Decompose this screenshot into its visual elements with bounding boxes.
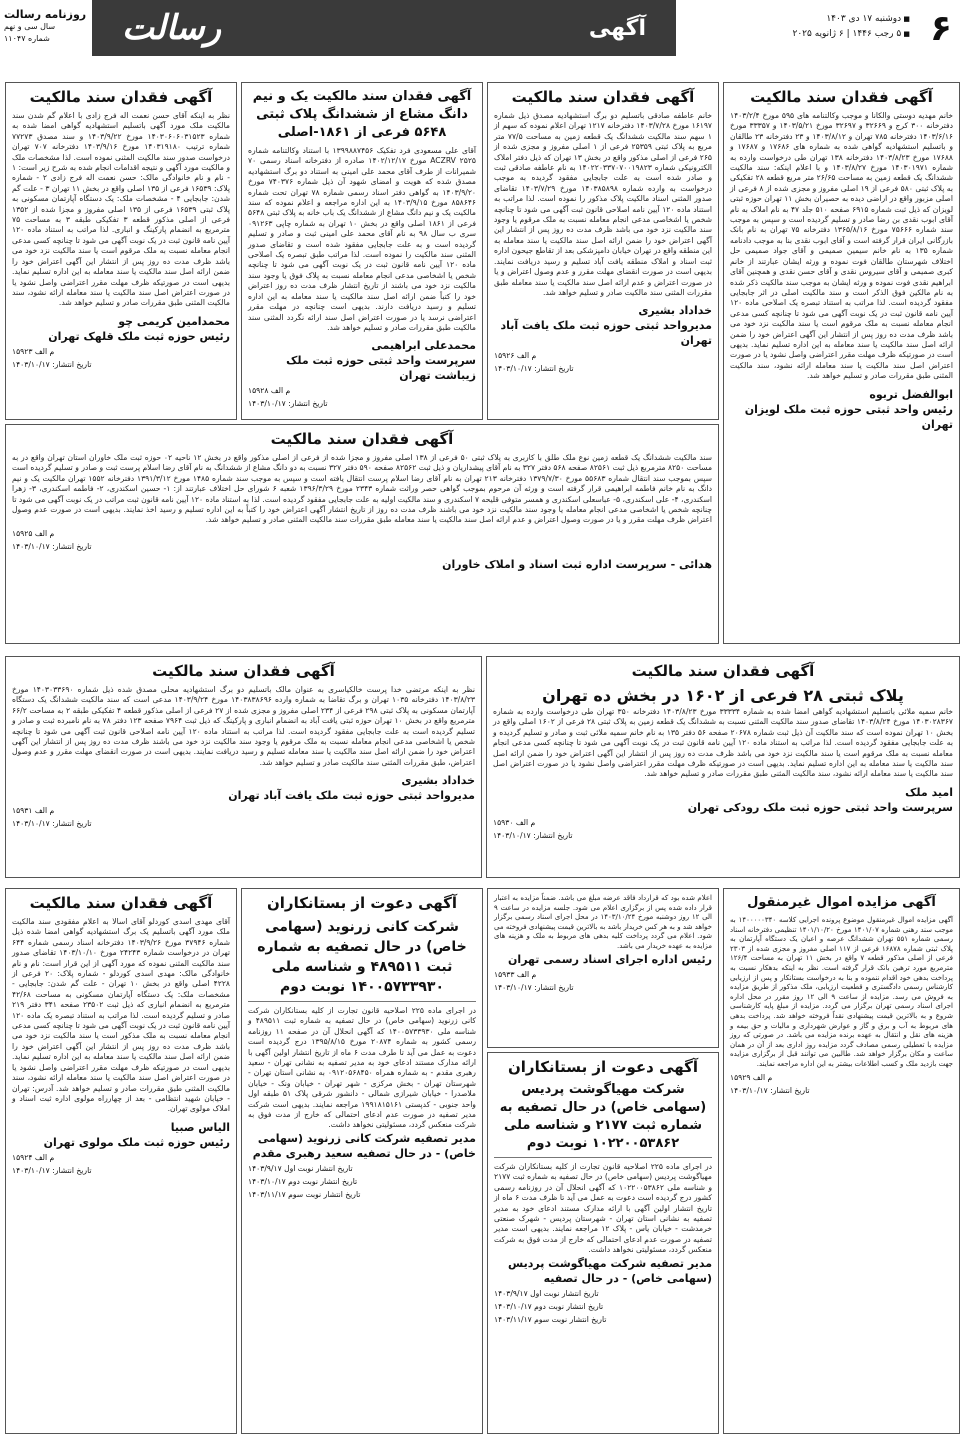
ad-signer-title: رئیس حوزه ثبت ملک قلهک تهران	[48, 329, 230, 343]
date-line-2: ■ ۵ رجب ۱۴۴۶ | ۶ ژانویه ۲۰۲۵	[682, 27, 910, 42]
section-band	[92, 0, 676, 56]
ad-date: تاریخ انتشار: ۱۴۰۳/۱۰/۱۷	[493, 830, 573, 840]
ad-signer-name: هدائی - سرپرست اداره ثبت اسناد و املاک خاوران	[442, 557, 712, 571]
ad-body: خانم عاطفه صادقی باتسلیم دو برگ استشهادیه مصدق ذیل شماره ۱۶۱۹۷ مورخ ۱۴۰۳/۷/۲۸ دفترخانه ۱۲۱۷ تهران اعلام نموده که سهم از ۱ سهم سند مالکیت ششدانگ یک قطعه زمین به مساحت ۷۷/۵ متر مربع به پلاک ثبتی ۲۵۳۵۹ فرعی از ۱ اصلی مفروز و مجزی شده از ۲۶۵ فرعی از اصلی مذکور واقع در بخش ۱۳ تهران که ذیل دفتر املاک الکترونیکی شماره ۱۴۰۲۲۰۳۳۷۰۷۰۰۱۹۸۲۳ به نام عاطفه صادقی ثبت و صادر شده است به علت جابجایی مفقود گردیده به موجب درخواست به وارده شماره ۱۴۰۳۸۵۸۹۸ مورخ ۱۴۰۳/۷/۲۹ تقاضای صدور المثنی اسناد مالکیت پلاک مذکور را نموده است. لذا مراتب به استناد ماده ۱۲۰ آیین نامه اصلاحی قانون ثبت آگهی می شود تا چنانچه شخص یا اشخاصی مدعی انجام معامله نسبت به ملک مرقوم یا وجود سند مالکیت نزد خود می باشد ظرف مدت ده روز پس از انتشار این آگهی اعتراض خود را ضمن ارائه اصل سند مالکیت یا سند معامله به این منطقه واقع در تهران خیابان دامپزشکی بعد از تقاطع جیحون اداره ثبت اسناد و املاک منطقه یافت آباد تسلیم و رسید دریافت نمایند. بدیهی است در صورت انقضای مهلت مقرر و عدم وصول اعتراض و یا در صورت اعتراض و عدم ارائه اصل سند مالکیت یا سند معامله طبق مقررات المثنی سند مالکیت صادر و تسلیم خواهد شد.	[494, 111, 713, 297]
page-number: ۶	[916, 0, 966, 56]
divider	[248, 1001, 476, 1002]
ad-signer-name: محمدامین کریمی چو	[118, 314, 230, 328]
ad-body: در اجرای ماده ۲۲۵ اصلاحیه قانون تجارت از کلیه بستانکاران شرکت کانی زرنوید (سهامی خاص) در حال تصفیه به شماره ثبت ۴۸۹۵۱۱ و شناسه ملی ۱۴۰۰۵۷۳۳۹۳۰ که آگهی انحلال آن در صفحه ۱۱ روزنامه رسمی کشور به شماره ۲۰۸۷۴ مورخ ۱۳۹۵/۸/۱۵ درج گردیده است دعوت به عمل می آید تا طرف مدت ۶ ماه از تاریخ انتشار اولین آگهی با ارائه مدارک مستند ادعای خود به مدیر تصفیه به نشانی تهران - سعید رهبری مقدم - به شماره همراه ۰۹۱۲۰۵۶۸۴۵۰ به نشانی استان تهران - شهرستان تهران - بخش مرکزی - شهر تهران - خیابان ونک - خیابان ملاصدرا - خیابان شیرازی شمالی - دانشور شرقی پلاک ۵۱ طبقه اول واحد جنوبی - کدپستی ۱۹۹۱۸۱۵۱۶۱ مراجعه نمایند. بدیهی است شرکت مدیر تصفیه در صورت عدم ادعای احتمالی که خارج از مدت فوق به شرکت منعکس گردد، مسئولیتی نخواهد داشت.	[248, 1006, 477, 1130]
ad-title: آگهی فقدان سند مالکیت	[270, 430, 454, 448]
ad-body: در اجرای ماده ۲۲۵ اصلاحیه قانون تجارت از کلیه بستانکاران شرکت مهیاگوشت پردیس (سهامی خاص) در حال تصفیه به شماره ثبت ۲۱۷۷ و شناسه ملی ۱۰۲۲۰۰۵۳۸۶۲ که آگهی انحلال آن در روزنامه رسمی کشور درج گردیده است دعوت به عمل می آید تا ظرف مدت ۶ ماه از تاریخ انتشار اولین آگهی با ارائه مدارک مستند ادعای خود به مدیر تصفیه به نشانی استان تهران - شهرستان پردیس - شهرک صنعتی خرمدشت - خیابان یاس - پلاک ۱۲ مراجعه نمایند. بدیهی است مدیر تصفیه در صورت عدم ادعای احتمالی که خارج از مدت فوق به شرکت منعکس گردد، مسئولیتی نخواهد داشت.	[494, 1162, 712, 1255]
ad-date: تاریخ انتشار: ۱۴۰۳/۱۰/۱۷	[12, 541, 92, 551]
ad-ref: م الف ۱۵۹۳۱	[12, 806, 55, 816]
ad-ref: م الف ۱۵۹۲۸	[248, 386, 291, 396]
ad-lost-deed-khavaran	[5, 424, 719, 644]
ad-creditors-mahyagosht	[487, 1052, 719, 1434]
ad-signer-title: سرپرست واحد ثبتی حوزه ثبت ملک زیباشت تهران	[286, 354, 476, 383]
ad-ref: م الف ۱۵۹۳۳	[494, 969, 537, 979]
ad-body: آقای مهدی اسدی کوردلو آقای اسالا به اعلام مفقودی سند مالکیت ملک مورد آگهی باتسلیم یک برگ استشهادیه گواهی امضا شده ذیل شماره ۳۷۹۴۶ مورخ ۱۴۰۳/۹/۲۶ دفترخانه اسناد رسمی شماره ۶۴۴ تهران در درخواست شماره ۲۴۲۴۳ مورخ ۱۴۰۳/۱۰/۱۰ تقاضای صدور سند مالکیت المثنی نموده که مورد آگهی از این قرار است: نام و نام خانوادگی مالک: مهدی اسدی کوردلو - شماره پلاک: ۲۰ فرعی از ۴۲۲۸ اصلی واقع در بخش ۱۰ تهران - علت گم شدن: جابجایی - مشخصات ملک: یک دستگاه آپارتمان مسکونی به مساحت ۴۲/۶۸ مترمربع به انضمام انباری که ذیل ثبت ۲۳۵۰۲ صفحه ۳۴۱ دفتر ۲۱۹ صادر و تسلیم گردیده است. لذا مراتب به استناد تبصره یک ماده ۱۲۰ آیین نامه قانون ثبت در یک نوبت آگهی می شود تا چنانچه کسی مدعی انجام معامله نسبت به ملک مذکور است یا سند مالکیت نزد خود می باشد ظرف مدت ده روز پس از انتشار این آگهی اعتراض خود را ضمن ارائه اصل سند مالکیت یا سند معامله به این اداره تسلیم نماید. بدیهی است در صورتیکه ظرف مهلت مقرر اعتراضی واصل نشود یا در صورت اعتراض اصل سند مالکیت یا سند معامله ارائه نشود، سند مالکیت المثنی طبق مقررات صادر و تسلیم خواهد شد. آدرس: تهران - خیابان شهید انتظامی - بعد از چهارراه مولوی اداره ثبت اسناد و املاک مولوی تهران.	[12, 917, 230, 1114]
ad-ref: م الف ۱۵۹۲۳	[12, 346, 55, 356]
ad-ref: م الف ۱۵۹۲۶	[494, 351, 537, 361]
divider	[494, 1157, 712, 1158]
ad-lost-deed-roudaki	[486, 656, 960, 878]
ad-signer-name: مدیر تصفیه شرکت کانی زرنوید (سهامی خاص) - در حال تصفیه سعید رهبری مقدم	[252, 1131, 476, 1160]
ad-signer-title: رئیس اداره اجرای اسناد رسمی تهران	[508, 952, 712, 966]
ad-title: آگهی فقدان سند مالکیت	[631, 662, 815, 680]
issue-block	[0, 0, 92, 56]
ad-ref: م الف ۱۵۹۲۵	[12, 528, 55, 538]
ad-signer-name: خداداد بشیری	[638, 304, 712, 318]
issue-logo: روزنامه رسالت	[4, 8, 87, 21]
ad-signer-name: محمدعلی ابراهیمی	[371, 339, 476, 353]
brand-logo: رسالت	[122, 8, 222, 48]
ad-signer-name: خداداد بشیری	[401, 774, 475, 788]
ad-date: تاریخ انتشار: ۱۴۰۳/۱۰/۱۷	[730, 1085, 810, 1095]
ad-date-1: تاریخ انتشار نوبت اول ۱۴۰۳/۹/۱۷	[494, 1288, 599, 1298]
ad-title: آگهی دعوت از بستانکاران	[266, 894, 458, 912]
ad-lost-deed-yaftabad	[487, 82, 719, 420]
ad-date: تاریخ انتشار: ۱۴۰۳/۱۰/۱۷	[494, 364, 574, 374]
ad-signer-title: مدیرواحد ثبتی حوزه ثبت ملک یافت آباد تهران	[228, 789, 475, 803]
ad-lost-deed-yaftabad-2	[5, 656, 482, 878]
issue-year: سال سی و نهم	[4, 22, 56, 31]
ad-date-2: تاریخ انتشار نوبت دوم ۱۴۰۳/۱۰/۱۷	[494, 1301, 604, 1311]
ad-auction-continued	[487, 888, 719, 1048]
ad-creditors-kanizarnavid	[241, 888, 483, 1434]
ad-signer-title: مدیرواحد ثبتی حوزه ثبت ملک یافت آباد تهران	[500, 319, 712, 348]
ad-title: آگهی فقدان سند مالکیت	[511, 88, 695, 106]
ad-signer-title: سرپرست واحد ثبتی حوزه ثبت ملک رودکی تهران	[687, 800, 953, 814]
section-title: آگهی	[588, 15, 646, 41]
ad-signer-name: مدیر تصفیه شرکت مهیاگوشت پردیس (سهامی خاص) - در حال تصفیه	[508, 1256, 712, 1285]
ad-body: سند مالکیت ششدانگ یک قطعه زمین نوع ملک طلق با کاربری به پلاک ثبتی ۵۰ فرعی از ۱۳۸ اصلی مفروز و مجزا شده از فرعی از اصلی مذکور واقع در بخش ۱۲ ناحیه ۰۲ حوزه ثبت ملک خاوران استان تهران واقع در به مساحت ۸۲۵۰ مترمربع ذیل ثبت ۸۲۵۶۱ صفحه ۵۶۸ دفتر ۳۲۷ به نام آقای پیشداریان و ذیل ثبت ۸۲۵۶۲ صفحه ۵۹۰ دفتر ۳۲۷ نسبت به دو دانگ مشاع از ششدانگ به نام آقای رضا اسلام پرست ثبت و صادر و تسلیم گردیده است سپس بموجب سند انتقال شماره ۵۵۶۸۳ مورخ ۱۳۷۹/۷/۳۰ دفترخانه ۲۱۳ تهران به نام آقای رضا اسلام پرست انتقال یافته است و سپس به موجب سند شماره ۱۴۸۵ مورخ ۱۳۹۱/۳/۱۲ دفترخانه ۱۵۵۲ تهران مالکیت یک و نیم دانگ به نام خانم فاطمه ابراهیمی قرار گرفته است و ورثه آن مرحوم بموجب گواهی حصر وراثت شماره ۲۳۴۳ مورخ ۱۳۹۶/۳/۲۹ شعبه ۶ شورای حل اختلاف عبارتند از: ۱- حسین اسکندری، ۲- فاطمه اسکندری، ۳- زهرا اسکندری، ۴- علی اسکندری، ۵- عباسعلی اسکندری و همسر متوفی قلیحه ۷ اسکندری و سند مالکیت اولیه به علت جابجایی مفقود گردیده است. لذا به استناد ماده ۱۲۰ آیین نامه قانون ثبت مراتب در یک نوبت آگهی می شود تا چنانچه شخص یا اشخاصی مدعی انجام معامله یا وجود سند مالکیت نزد خود می باشند ظرف مدت ده روز از تاریخ انتشار آگهی اعتراض خود را کتباً به این اداره تسلیم و رسید اخذ نمایند. بدیهی است در صورت عدم وصول اعتراض ظرف مهلت مقرر و یا در صورت وصول اعتراض و عدم ارائه اصل سند مالکیت یا سند معامله طبق مقررات سند مالکیت المثنی صادر و تسلیم خواهد شد.	[12, 453, 713, 525]
ad-date: تاریخ انتشار: ۱۴۰۳/۱۰/۱۷	[12, 1165, 92, 1175]
issue-number: شماره ۱۱۰۴۷	[4, 34, 50, 43]
ad-subtitle: پلاک ثبتی ۲۸ فرعی از ۱۶۰۲ در بخش ده تهران	[542, 686, 904, 705]
ad-ref: م الف ۱۵۹۳۰	[493, 817, 536, 827]
masthead	[0, 0, 966, 56]
ad-subtitle: شرکت کانی زرنوید (سهامی خاص) در حال تصفیه به شماره ثبت ۴۸۹۵۱۱ و شناسه ملی ۱۴۰۰۵۷۳۳۹۳۰ نوبت دوم	[257, 919, 467, 995]
ad-ref: م الف ۱۵۹۲۴	[12, 1152, 55, 1162]
ad-body: آگهی مزایده اموال غیرمنقول موضوع پرونده اجرایی کلاسه ۱۴۰۰۰۰۰۳۴۰ به موجب سند رهنی شماره ۱۴۰۱/۰۷ مورخ ۱۴۰۱/۱۰/۲۰ تنظیمی دفترخانه اسناد رسمی شماره ۵۵۱ تهران ششدانگ عرصه و اعیان یک دستگاه آپارتمان به پلاک ثبتی شماره ۱۶۸۷۸ فرعی از ۱۱۷ اصلی مفروز و مجزی شده از ۲۳۰۳ فرعی از اصلی مذکور قطعه ۷ واقع در بخش ۱۱ تهران به مساحت ۱۲۶/۴ مترمربع مورد ترهین بانک قرار گرفته است. نظر به اینکه بدهکار نسبت به پرداخت بدهی خود اقدام ننموده و بنا به درخواست بستانکار و پس از ارزیابی کارشناس رسمی دادگستری و قطعیت ارزیابی، ملک مذکور از طریق مزایده به فروش می رسد. مزایده از ساعت ۹ الی ۱۲ روز مقرر در محل اداره اجرای اسناد رسمی تهران برگزار می گردد. مزایده از مبلغ پایه کارشناسی شروع و به بالاترین قیمت پیشنهادی نقداً فروخته خواهد شد. پرداخت بدهی های مربوط به آب و برق و گاز و عوارض شهرداری و مالیات و حق بیمه و هزینه های نقل و انتقال به عهده برنده مزایده می باشد. در صورتی که روز مزایده با تعطیلی رسمی مصادف گردد مزایده روز اداری بعد از آن در همان ساعت و مکان برگزار خواهد شد. طالبین می توانند قبل از برگزاری مزایده جهت بازدید ملک و کسب اطلاعات بیشتر به این اداره مراجعه نمایند.	[730, 916, 953, 1068]
ad-body: آقای علی مسعودی فرد تفکیک ۱۳۹۹۸۸۷۴۵۶ با استناد وکالتنامه شماره ۲۵۲۵ ACZRV مورخ ۱۴۰۲/۱۲/۱۷ صادره از دفترخانه اسناد رسمی ۷۰ شمیرانات از طرف آقای محمد علی امینی به استناد دو برگ استشهادیه مصدق شده که هویت و امضای شهود آن ذیل شماره ۷۴۰۳۷۶ مورخ ۱۴۰۳/۹/۲۰ به گواهی دفتر اسناد رسمی شماره ۷۸ تهران تحت شماره ۸۵۸۶۴۶ مورخ ۱۴۰۳/۹/۱۵ به این اداره مراجعه و اعلام نموده که سند مالکیت یک و نیم دانگ مشاع از ششدانگ یک باب خانه به پلاک ثبتی ۵۶۴۸ فرعی از ۱۸۶۱ اصلی واقع در بخش ۱۰ تهران به شماره چاپی ۰۹۱۲۶۳ سری ب سال ۹۸ به نام آقای محمد علی امینی ثبت و صادر و تسلیم گردیده است و به علت جابجایی مفقود شده است و تقاضای صدور المثنی سند مالکیت را نموده است. لذا مراتب طبق تبصره یک اصلاحی ماده ۱۲۰ آیین نامه قانون ثبت در یک نوبت آگهی می شود تا چنانچه شخص یا اشخاصی مدعی انجام معامله نسبت به پلاک فوق یا وجود سند مالکیت نزد خود می باشند از تاریخ انتشار ظرف مدت ده روز اعتراض خود را کتباً ضمن ارائه اصل سند مالکیت یا سند معامله به این اداره تسلیم و رسید دریافت دارند. بدیهی است چنانچه در مهلت مقرر اعتراضی نرسد یا در صورت اعتراض اصل سند ارائه نگردد المثنی سند مالکیت طبق مقررات صادر و تسلیم خواهد شد.	[248, 146, 477, 332]
ad-body: نظر به اینکه آقای حسن نعمت اله فرج زادی با اعلام گم شدن سند مالکیت ملک مورد آگهی باتسلیم استشهادیه گواهی امضا شده به شماره ۱۴۰۳۰۶۰۶۰۳۱۵۲۳ مورخ ۱۴۰۳/۹/۲۲ و سند مصدق ۷۷۲۷۳ شماره ترتیب ۱۴۰۳۱۹۱۸۰ مورخ ۱۴۰۳/۹/۱۶ دفترخانه ۷۰۷ تهران درخواست صدور سند مالکیت المثنی نموده است. لذا مشخصات ملک و مالکیت مورد آگهی و نتیجه اقدامات انجام شده به شرح زیر است: ۱ - نام و نام خانوادگی مالک: حسن نعمت اله فرج زادی ۲ - شماره پلاک: ۱۶۵۳۹ فرعی از ۱۳۵ اصلی واقع در بخش ۱۱ تهران ۳ - علت گم شدن: جابجایی ۴ - مشخصات ملک: یک دستگاه آپارتمان مسکونی به پلاک ثبتی ۱۶۵۳۹ فرعی از ۱۳۵ اصلی مفروز و مجزا شده از ۱۳۵۲ فرعی از اصلی مذکور قطعه ۳ تفکیکی طبقه ۳ به مساحت ۷۵ مترمربع به انضمام پارکینگ و انباری. لذا مراتب به استناد ماده ۱۲۰ آیین نامه قانون ثبت در یک نوبت آگهی می شود تا چنانچه کسی مدعی انجام معامله نسبت به ملک مرقوم است یا سند مالکیت نزد خود می باشد ظرف مدت ده روز پس از انتشار این آگهی اعتراض خود را ضمن ارائه اصل سند مالکیت یا سند معامله به این اداره تسلیم نماید. بدیهی است در صورتیکه ظرف مهلت مقرر اعتراضی واصل نشود یا در صورت اعتراض اصل سند مالکیت یا سند معامله ارائه نشود، سند مالکیت المثنی طبق مقررات صادر و تسلیم خواهد شد.	[12, 111, 231, 308]
ad-title: آگهی فقدان سند مالکیت	[152, 662, 335, 680]
date-line-1: ■ دوشنبه ۱۷ دی ۱۴۰۳	[682, 12, 910, 27]
ad-auction-notice	[723, 888, 960, 1434]
ad-lost-deed-lavizan	[723, 82, 960, 644]
ad-signer-name: ابوالفضل تربوه	[869, 387, 953, 401]
ad-ref: م الف ۱۵۹۲۹	[730, 1072, 773, 1082]
date-block	[676, 0, 916, 56]
ad-lost-deed-gholhak	[5, 82, 237, 420]
ad-signer-title: رئیس واحد ثبتی حوزه ثبت ملک لویزان تهران	[744, 402, 953, 431]
ad-body: اعلام شده بود که قرارداد فاقد عرضه مبلغ می باشد. ضمناً مزایده به اعتبار قرار داده شده پس از برگزاری اعلام می شود. جلسه مزایده در ساعت ۹ الی ۱۲ روز دوشنبه مورخ ۱۴۰۳/۱۰/۲۴ در محل اجرای اسناد رسمی برگزار خواهد شد و به هر کس خریدار باشد به بالاترین قیمت پیشنهادی فروخته می شود. اعلام می گردد پرداخت کلیه بدهی های مربوط به ملک و هزینه های مزایده به عهده خریدار می باشد.	[494, 894, 712, 950]
ad-title: آگهی فقدان سند مالکیت یک و نیم دانگ مشاع از ششدانگ پلاک ثبتی ۵۶۴۸ فرعی از ۱۸۶۱-اصلی	[252, 89, 472, 140]
ad-date: تاریخ انتشار: ۱۴۰۳/۱۰/۱۷	[494, 982, 574, 992]
ad-date-2: تاریخ انتشار نوبت دوم ۱۴۰۳/۱۰/۱۷	[248, 1176, 358, 1186]
ad-date: تاریخ انتشار: ۱۴۰۳/۱۰/۱۷	[12, 819, 92, 829]
ad-title: آگهی مزایده اموال غیرمنقول	[747, 895, 936, 910]
ad-subtitle: شرکت مهیاگوشت پردیس (سهامی خاص) در حال تصفیه به شماره ثبت ۲۱۷۷ و شناسه ملی ۱۰۲۲۰۰۵۳۸۶۲ نوبت دوم	[499, 1082, 707, 1151]
ad-date-3: تاریخ انتشار نوبت سوم ۱۴۰۳/۱۱/۱۷	[248, 1189, 361, 1199]
ad-signer-title: رئیس حوزه ثبت ملک مولوی تهران	[43, 1135, 230, 1149]
ad-date-3: تاریخ انتشار نوبت سوم ۱۴۰۳/۱۱/۱۷	[494, 1314, 607, 1324]
ad-title: آگهی فقدان سند مالکیت	[750, 88, 933, 106]
ad-body: خانم مهدیه دوستی والکانا و موجب وکالتنامه های ۵۹۵ مورخ ۱۴۰۳/۲/۴ دفترخانه ۳۰۰ کرج و ۳۲۶۶۹ و ۳۲۶۹۷ مورخ ۱۴۰۳/۵/۲۱ و ۳۳۳۵۷ مورخ ۱۴۰۳/۶/۱۶ دفترخانه ۷۸۵ تهران و ۱۴۰۳/۸/۱۲ و ۲۳ دفترخانه ۲۳ طالقان و باتسلیم استشهادیه گواهی شده به شماره های ۱۷۶۸۶ و ۱۷۶۸۷ و ۱۷۶۸۸ مورخ ۱۴۰۳/۸/۲۳ دفترخانه ۱۳۸ تهران طی درخواست وارده به شماره ۱۴۰۳۰۱۹۷۱ مورخ ۱۴۰۳/۸/۲۷ و با اعلام اینکه: سند مالکیت ششدانگ یک قطعه زمین به مساحت ۲۶/۶۵ متر مربع قطعه ۲۸ تفکیکی به پلاک ثبتی ۵۸۰ فرعی از ۱۹ اصلی مفروز و مجزی شده از ۸ فرعی از اصلی مزبور واقع در اراضی دیده به حصیران بخش ۱۱ تهران حوزه ثبتی لویزان که ذیل ثبت شماره ۶۹۱۵ صفحه ۵۱۰ جلد ۴۷ به نام املاک به نام آقای ابوب نقدی بن رضا صادر و تسلیم گردیده است و سپس به موجب سند شماره ۷۵۶۶۶ مورخ ۱۳۶۵/۸/۱۶ دفترخانه ۷۵ تهران به نام بانک بازرگانی ایران قرار گرفته است و آقای ابوب نقدی بنا به موجب دادنامه شماره ۱۳۵ به نام خانم سیمین صمیمی و آقای جواد صمیمی حل اختلاف شهرستان طالقان فوت نموده و ورثه ایشان عبارتند از خانم کبری صمیمی و آقای سیروس نقدی و آقای حسن نقدی و همچنین آقای ابراهیم نقدی فوت نموده و ورثه ایشان به موجب سند مالکیت ذکر شده به نام مالکین فوق الذکر است و سند مالکیت اصلی در اثر جابجایی مفقود گردیده است. لذا مراتب به استناد تبصره یک اصلاحی ماده ۱۲۰ آیین نامه قانون ثبت در یک نوبت آگهی می شود تا چنانچه کسی مدعی انجام معامله نسبت به ملک مرقوم است یا سند مالکیت نزد خود می باشد ظرف مدت ده روز پس از انتشار این آگهی اعتراض خود را ضمن ارائه اصل سند مالکیت یا سند معامله به این اداره تسلیم نماید. بدیهی است در صورتیکه ظرف مهلت مقرر اعتراضی واصل نشود یا در صورت اعتراض اصل سند مالکیت یا سند معامله ارائه نشود، سند مالکیت المثنی طبق مقررات صادر و تسلیم خواهد شد.	[730, 111, 954, 381]
ad-lost-deed-molavi	[5, 888, 237, 1434]
ad-date: تاریخ انتشار: ۱۴۰۳/۱۰/۱۷	[12, 359, 92, 369]
ad-body: نظر به اینکه مرتضی خدا پرست خالکیاسری به عنوان مالک باتسلیم دو برگ استشهادیه محلی مصدق شده ذیل شماره ۱۴۰۳۰۳۳۶۹۰ مورخ ۱۴۰۳/۸/۲۳ دفترخانه ۱۰۳۵ تهران و برگ تقاضا به شماره وارده ۱۴۰۳۸۳۸۶۹۶ مورخ ۱۴۰۳/۹/۲۴ مدعی است که سند مالکیت ششدانگ یک دستگاه آپارتمان مسکونی به پلاک ثبتی ۲۹۸ فرعی از ۲۳۴ اصلی مفروز و مجزی شده از ۲۷ فرعی از اصلی مذکور قطعه ۴ تفکیکی طبقه ۲ به مساحت ۶۶/۲ مترمربع واقع در بخش ۱۰ تهران حوزه ثبتی یافت آباد به انضمام انباری و پارکینگ که ذیل ثبت ۷۹۶۴ صفحه ۱۲۳ دفتر ۷۸ به نام نامبرده ثبت و صادر و تسلیم گردیده است به علت جابجایی مفقود گردیده است. لذا مراتب به استناد ماده ۱۲۰ آیین نامه اصلاحی قانون ثبت آگهی می شود تا چنانچه شخص یا اشخاصی مدعی انجام معامله نسبت به ملک مرقوم یا وجود سند مالکیت نزد خود می باشند ظرف مدت ده روز پس از انتشار این آگهی اعتراض خود را ضمن ارائه اصل سند مالکیت یا سند معامله تسلیم و رسید دریافت نمایند. بدیهی است در صورت انقضای مهلت مقرر و عدم وصول اعتراض، طبق مقررات المثنی سند مالکیت صادر و تسلیم خواهد شد.	[12, 685, 476, 767]
ad-date: تاریخ انتشار: ۱۴۰۳/۱۰/۱۷	[248, 399, 328, 409]
ad-signer-name: امید ملک	[905, 785, 953, 799]
ad-signer-name: الیاس صبیا	[170, 1120, 230, 1134]
ad-title: آگهی دعوت از بستانکاران	[507, 1058, 699, 1076]
ad-lost-deed-zibasht	[241, 82, 483, 420]
ad-date-1: تاریخ انتشار نوبت اول ۱۴۰۳/۹/۱۷	[248, 1163, 353, 1173]
ad-title: آگهی فقدان سند مالکیت	[29, 88, 213, 106]
ad-body: خانم سمیه ملائی باتسلیم استشهادیه گواهی امضا شده به شماره ۳۳۳۳۴ مورخ ۱۴۰۳/۸/۲۳ دفترخانه ۳۵۰ تهران طی درخواست وارده به شماره ۱۴۰۳۰۲۸۳۶۷ مورخ ۱۴۰۳/۸/۲۴ تقاضای صدور سند مالکیت المثنی نسبت به ششدانگ یک قطعه زمین به پلاک ثبتی ۲۸ فرعی از ۱۶۰۲ اصلی واقع در بخش ۱۰ تهران نموده است که سند مالکیت آن ذیل ثبت شماره ۲۰۶۷۸ صفحه ۵۶ دفتر ۱۳۵ به نام خانم سمیه ملائی ثبت و صادر و تسلیم گردیده و به علت جابجایی مفقود گردیده است. لذا مراتب به استناد ماده ۱۲۰ آیین نامه قانون ثبت در یک نوبت آگهی می شود تا چنانچه کسی مدعی انجام معامله نسبت به ملک مرقوم است یا سند مالکیت نزد خود می باشد ظرف مدت ده روز پس از انتشار این آگهی اعتراض خود را ضمن ارائه اصل سند مالکیت یا سند معامله به این اداره تسلیم نماید. بدیهی است در صورتیکه ظرف مهلت مقرر اعتراضی واصل نشود یا در صورت اعتراض اصل سند مالکیت یا سند معامله ارائه نشود، سند مالکیت المثنی طبق مقررات صادر و تسلیم خواهد شد.	[493, 707, 953, 779]
ad-title: آگهی فقدان سند مالکیت	[29, 894, 213, 912]
